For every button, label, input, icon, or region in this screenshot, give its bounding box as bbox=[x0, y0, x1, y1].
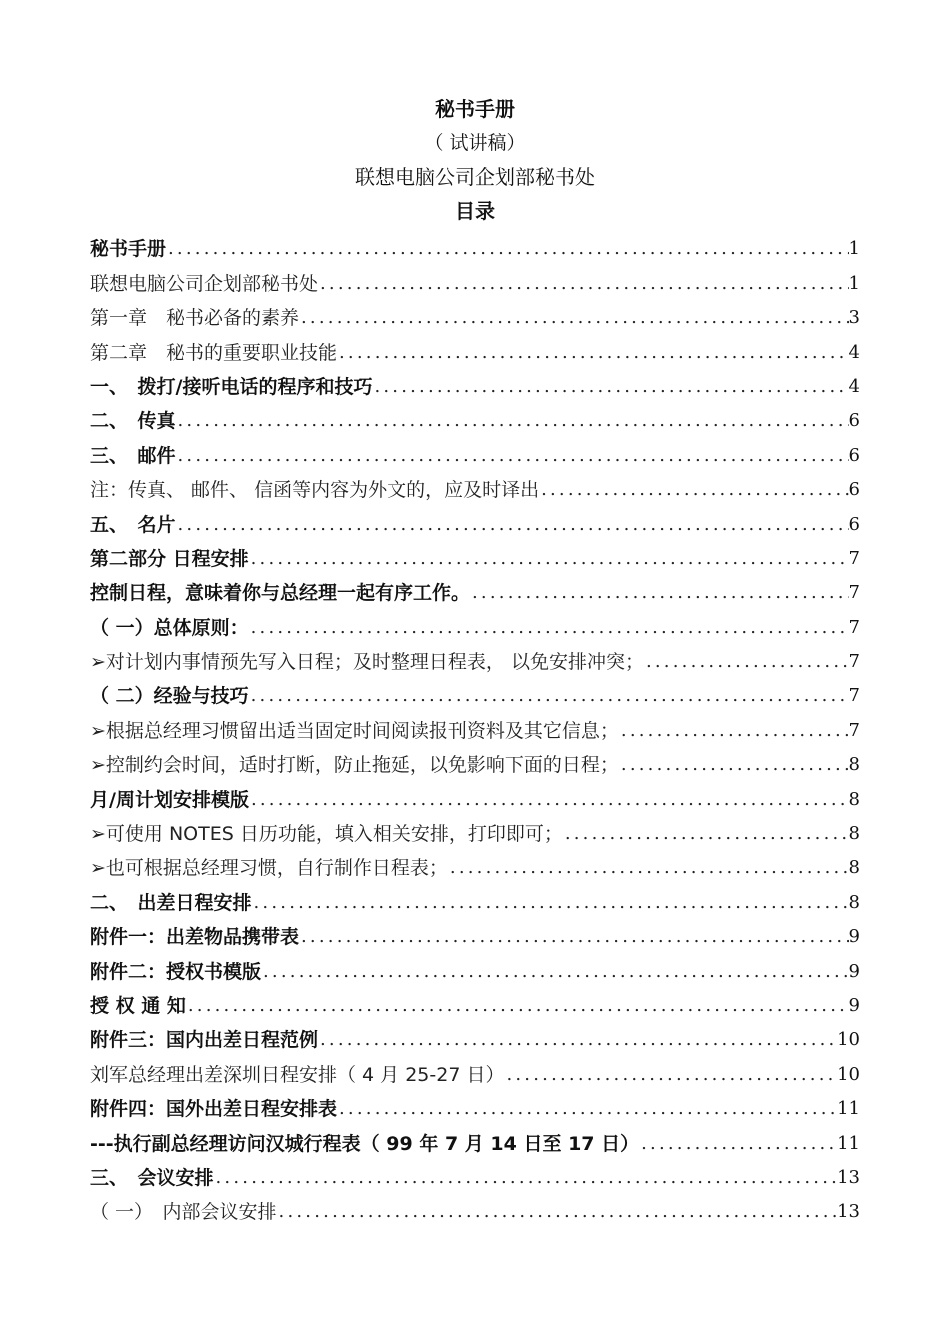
toc-entry-page-number: 11 bbox=[837, 1132, 860, 1154]
toc-entry[interactable] bbox=[90, 1090, 860, 1124]
toc-entry[interactable] bbox=[90, 230, 860, 264]
toc-entry[interactable] bbox=[90, 918, 860, 952]
document-title: 秘书手册 bbox=[435, 97, 515, 121]
toc-leader-dots bbox=[539, 475, 848, 505]
toc-entry-title: 一、 拨打/接听电话的程序和技巧 bbox=[90, 375, 373, 398]
toc-entry-page-number: 4 bbox=[848, 341, 860, 363]
toc-entry-page-number: 8 bbox=[848, 823, 860, 845]
toc-leader-dots bbox=[337, 338, 849, 368]
toc-entry-page-number: 9 bbox=[848, 994, 860, 1016]
toc-leader-dots bbox=[176, 441, 849, 471]
toc-leader-dots bbox=[299, 303, 849, 333]
toc-entry[interactable] bbox=[90, 1193, 860, 1227]
toc-entry-title: 注：传真、 邮件、 信函等内容为外文的，应及时译出 bbox=[90, 479, 540, 502]
toc-leader-dots bbox=[318, 1025, 837, 1055]
toc-leader-dots bbox=[644, 647, 849, 677]
toc-entry-title: 月/周计划安排模版 bbox=[90, 788, 249, 811]
toc-entry-title: （ 一） 内部会议安排 bbox=[90, 1201, 277, 1224]
toc-entry[interactable] bbox=[90, 1021, 860, 1055]
toc-heading: 目录 bbox=[455, 199, 495, 223]
title-block bbox=[0, 92, 950, 228]
toc-entry-title: （ 一）总体原则： bbox=[90, 616, 249, 639]
toc-leader-dots bbox=[299, 922, 849, 952]
toc-entry-page-number: 1 bbox=[848, 272, 860, 294]
toc-entry-page-number: 7 bbox=[848, 651, 860, 673]
toc-leader-dots bbox=[249, 681, 849, 711]
toc-entry-title: 三、 邮件 bbox=[90, 444, 176, 467]
toc-entry-page-number: 6 bbox=[848, 513, 860, 535]
toc-entry[interactable] bbox=[90, 402, 860, 436]
toc-entry-page-number: 7 bbox=[848, 582, 860, 604]
toc-entry-title: 附件二：授权书模版 bbox=[90, 960, 262, 983]
toc-leader-dots bbox=[252, 888, 849, 918]
toc-entry-page-number: 7 bbox=[848, 719, 860, 741]
toc-entry[interactable] bbox=[90, 952, 860, 986]
toc-leader-dots bbox=[470, 578, 849, 608]
toc-entry-title: 联想电脑公司企划部秘书处 bbox=[90, 272, 319, 295]
toc-leader-dots bbox=[372, 372, 848, 402]
toc-entry-title: 附件四：国外出差日程安排表 bbox=[90, 1098, 338, 1121]
toc-leader-dots bbox=[563, 819, 849, 849]
toc-entry-page-number: 8 bbox=[848, 754, 860, 776]
toc-entry[interactable] bbox=[90, 608, 860, 642]
toc-entry-page-number: 10 bbox=[837, 1029, 860, 1051]
toc-entry-page-number: 8 bbox=[848, 788, 860, 810]
toc-entry-title: 二、 出差日程安排 bbox=[90, 891, 252, 914]
toc-entry-title: 控制日程，意味着你与总经理一起有序工作。 bbox=[90, 582, 471, 605]
toc-leader-dots bbox=[337, 1094, 837, 1124]
toc-entry-title: 附件一：出差物品携带表 bbox=[90, 926, 300, 949]
toc-entry-title: 三、 会议安排 bbox=[90, 1166, 214, 1189]
toc-entry-title: 刘军总经理出差深圳日程安排（ 4 月 25-27 日） bbox=[90, 1063, 505, 1086]
toc-leader-dots bbox=[186, 991, 849, 1021]
toc-entry[interactable] bbox=[90, 815, 860, 849]
toc-entry-page-number: 9 bbox=[848, 960, 860, 982]
toc-entry-page-number: 1 bbox=[848, 238, 860, 260]
toc-entry[interactable] bbox=[90, 368, 860, 402]
toc-entry-title: 第一章 秘书必备的素养 bbox=[90, 307, 300, 330]
toc-entry-title: ➢对计划内事情预先写入日程；及时整理日程表， 以免安排冲突； bbox=[90, 651, 644, 674]
toc-entry[interactable] bbox=[90, 505, 860, 539]
toc-entry[interactable] bbox=[90, 1124, 860, 1158]
toc-entry[interactable] bbox=[90, 643, 860, 677]
toc-entry-page-number: 6 bbox=[848, 444, 860, 466]
toc-entry[interactable] bbox=[90, 780, 860, 814]
toc-entry-page-number: 13 bbox=[837, 1201, 860, 1223]
toc-entry-title: ➢控制约会时间，适时打断，防止拖延，以免影响下面的日程； bbox=[90, 754, 619, 777]
toc-entry-title: 授 权 通 知 bbox=[90, 994, 186, 1017]
toc-entry[interactable] bbox=[90, 264, 860, 298]
table-of-contents bbox=[90, 230, 860, 1227]
toc-entry-page-number: 3 bbox=[848, 307, 860, 329]
toc-entry[interactable] bbox=[90, 677, 860, 711]
organization-name: 联想电脑公司企划部秘书处 bbox=[355, 165, 595, 189]
toc-leader-dots bbox=[619, 716, 849, 746]
toc-entry[interactable] bbox=[90, 849, 860, 883]
toc-leader-dots bbox=[318, 269, 849, 299]
toc-entry[interactable] bbox=[90, 987, 860, 1021]
toc-leader-dots bbox=[448, 853, 849, 883]
toc-entry-title: ➢根据总经理习惯留出适当固定时间阅读报刊资料及其它信息； bbox=[90, 719, 619, 742]
toc-entry-title: （ 二）经验与技巧 bbox=[90, 685, 249, 708]
toc-leader-dots bbox=[249, 544, 849, 574]
toc-entry-page-number: 11 bbox=[837, 1098, 860, 1120]
toc-entry-title: 附件三：国内出差日程范例 bbox=[90, 1029, 319, 1052]
toc-leader-dots bbox=[249, 785, 849, 815]
toc-leader-dots bbox=[176, 406, 849, 436]
toc-leader-dots bbox=[214, 1163, 838, 1193]
toc-entry-title: 第二章 秘书的重要职业技能 bbox=[90, 341, 338, 364]
toc-entry-page-number: 7 bbox=[848, 616, 860, 638]
toc-entry-page-number: 13 bbox=[837, 1166, 860, 1188]
toc-entry[interactable] bbox=[90, 299, 860, 333]
toc-entry-page-number: 7 bbox=[848, 547, 860, 569]
toc-entry[interactable] bbox=[90, 436, 860, 470]
toc-entry-title: 五、 名片 bbox=[90, 513, 176, 536]
toc-entry-page-number: 8 bbox=[848, 891, 860, 913]
toc-entry-page-number: 4 bbox=[848, 375, 860, 397]
toc-entry[interactable] bbox=[90, 711, 860, 745]
toc-entry[interactable] bbox=[90, 1159, 860, 1193]
toc-entry-title: 第二部分 日程安排 bbox=[90, 547, 249, 570]
toc-entry-title: ➢可使用 NOTES 日历功能，填入相关安排，打印即可； bbox=[90, 823, 563, 846]
toc-entry-title: 二、 传真 bbox=[90, 410, 176, 433]
toc-leader-dots bbox=[504, 1060, 837, 1090]
toc-leader-dots bbox=[166, 234, 849, 264]
toc-leader-dots bbox=[639, 1129, 837, 1159]
toc-entry-page-number: 6 bbox=[848, 410, 860, 432]
toc-leader-dots bbox=[249, 613, 849, 643]
toc-entry[interactable] bbox=[90, 574, 860, 608]
toc-entry-page-number: 6 bbox=[848, 479, 860, 501]
toc-entry-page-number: 10 bbox=[837, 1063, 860, 1085]
toc-entry-title: ➢也可根据总经理习惯，自行制作日程表； bbox=[90, 857, 448, 880]
toc-entry-page-number: 9 bbox=[848, 926, 860, 948]
toc-entry[interactable] bbox=[90, 471, 860, 505]
toc-entry-title: ---执行副总经理访问汉城行程表（ 99 年 7 月 14 日至 17 日） bbox=[90, 1132, 640, 1155]
toc-entry-page-number: 8 bbox=[848, 857, 860, 879]
toc-leader-dots bbox=[261, 957, 849, 987]
toc-entry-page-number: 7 bbox=[848, 685, 860, 707]
toc-entry[interactable] bbox=[90, 883, 860, 917]
toc-leader-dots bbox=[176, 510, 849, 540]
toc-entry[interactable] bbox=[90, 540, 860, 574]
toc-entry[interactable] bbox=[90, 1055, 860, 1089]
toc-leader-dots bbox=[619, 750, 849, 780]
toc-entry[interactable] bbox=[90, 746, 860, 780]
document-subtitle: （ 试讲稿） bbox=[424, 132, 526, 154]
toc-leader-dots bbox=[277, 1197, 838, 1227]
toc-entry[interactable] bbox=[90, 333, 860, 367]
toc-entry-title: 秘书手册 bbox=[90, 238, 167, 261]
